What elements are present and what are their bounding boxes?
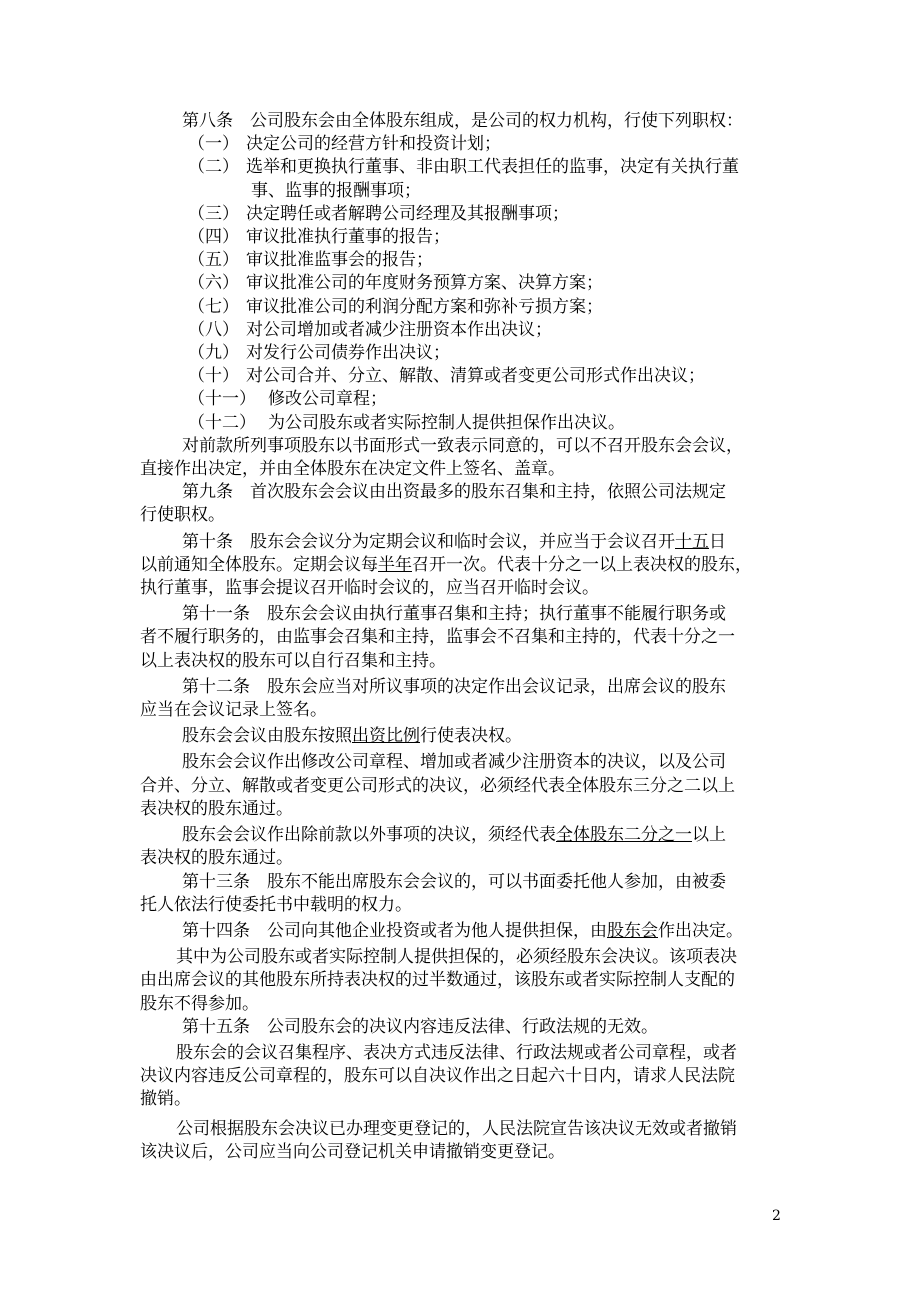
list-item-12: （十二） 为公司股东或者实际控制人提供担保作出决议。 (188, 412, 625, 433)
article-8-intro: 第八条 公司股东会由全体股东组成，是公司的权力机构，行使下列职权： (182, 111, 743, 131)
article-10-line3: 执行董事，监事会提议召开临时会议的，应当召开临时会议。 (140, 578, 599, 599)
article-12-line2: 应当在会议记录上签名。 (140, 700, 327, 721)
article-13: 第十三条 股东不能出席股东会会议的，可以书面委托他人参加，由被委 (182, 871, 726, 892)
article-8-heading: 第八条 (182, 111, 233, 131)
article-15-revocation-line3: 撤销。 (140, 1089, 191, 1110)
article-9-line2: 行使职权。 (140, 505, 225, 526)
document-body (140, 110, 780, 1164)
capital-ratio: 出资比例 (352, 726, 420, 747)
list-item-5: （五） 审议批准监事会的报告； (188, 250, 433, 271)
list-item-3: （三） 决定聘任或者解聘公司经理及其报酬事项； (188, 203, 569, 224)
article-10: 第十条 股东会会议分为定期会议和临时会议，并应当于会议召开十五日 (182, 531, 726, 552)
article-14-related-guarantee-line2: 由出席会议的其他股东所持表决权的过半数通过，该股东或者实际控制人支配的 (140, 970, 735, 991)
paragraph-written-consent-line2: 直接作出决定，并由全体股东在决定文件上签名、盖章。 (140, 459, 565, 480)
article-12-special-resolution-line2: 合并、分立、解散或者变更公司形式的决议，必须经代表全体股东三分之二以上 (140, 775, 735, 796)
list-item-7: （七） 审议批准公司的利润分配方案和弥补亏损方案； (188, 296, 603, 317)
majority-threshold: 全体股东二分之一 (556, 825, 692, 846)
article-9: 第九条 首次股东会会议由出资最多的股东召集和主持，依照公司法规定 (182, 482, 726, 503)
page-number: 2 (772, 1208, 781, 1224)
list-item-9: （九） 对发行公司债券作出决议； (188, 343, 450, 364)
article-11-line3: 以上表决权的股东可以自行召集和主持。 (140, 650, 446, 671)
article-14: 第十四条 公司向其他企业投资或者为他人提供担保，由股东会作出决定。 (182, 920, 743, 941)
list-item-4: （四） 审议批准执行董事的报告； (188, 227, 450, 248)
article-15-revocation: 股东会的会议召集程序、表决方式违反法律、行政法规或者公司章程，或者 (176, 1042, 737, 1063)
article-12-ordinary-resolution: 股东会会议作出除前款以外事项的决议，须经代表全体股东二分之一以上 (182, 825, 726, 846)
article-11-line2: 者不履行职务的，由监事会召集和主持，监事会不召集和主持的，代表十分之一 (140, 627, 735, 648)
shareholders-meeting: 股东会 (607, 920, 658, 941)
article-13-line2: 托人依法行使委托书中载明的权力。 (140, 894, 412, 915)
list-item-8: （八） 对公司增加或者减少注册资本作出决议； (188, 319, 552, 340)
article-14-related-guarantee: 其中为公司股东或者实际控制人提供担保的，必须经股东会决议。该项表决 (176, 947, 737, 968)
article-15-registration: 公司根据股东会决议已办理变更登记的，人民法院宣告该决议无效或者撤销 (176, 1118, 737, 1139)
list-item-10: （十） 对公司合并、分立、解散、清算或者变更公司形式作出决议； (188, 366, 705, 387)
meeting-period: 半年 (378, 554, 412, 575)
paragraph-written-consent: 对前款所列事项股东以书面形式一致表示同意的，可以不召开股东会会议， (182, 435, 743, 456)
article-10-line2: 以前通知全体股东。定期会议每半年召开一次。代表十分之一以上表决权的股东， (140, 554, 752, 575)
article-12-special-resolution-line3: 表决权的股东通过。 (140, 798, 293, 819)
list-item-1: （一） 决定公司的经营方针和投资计划； (188, 134, 501, 155)
article-12-voting: 股东会会议由股东按照出资比例行使表决权。 (182, 726, 522, 747)
article-15-registration-line2: 该决议后，公司应当向公司登记机关申请撤销变更登记。 (140, 1141, 565, 1162)
article-15: 第十五条 公司股东会的决议内容违反法律、行政法规的无效。 (182, 1016, 658, 1037)
list-item-2: （二） 选举和更换执行董事、非由职工代表担任的监事，决定有关执行董 (188, 157, 739, 178)
list-item-11: （十一） 修改公司章程； (188, 389, 387, 410)
article-12-special-resolution: 股东会会议作出修改公司章程、增加或者减少注册资本的决议，以及公司 (182, 752, 726, 773)
list-item-6: （六） 审议批准公司的年度财务预算方案、决算方案； (188, 273, 603, 294)
article-11: 第十一条 股东会会议由执行董事召集和主持；执行董事不能履行职务或 (182, 604, 726, 625)
article-15-revocation-line2: 决议内容违反公司章程的，股东可以自决议作出之日起六十日内，请求人民法院 (140, 1066, 735, 1087)
article-12: 第十二条 股东会应当对所议事项的决定作出会议记录，出席会议的股东 (182, 676, 726, 697)
article-12-ordinary-resolution-line2: 表决权的股东通过。 (140, 848, 293, 869)
list-item-2-continuation: 事、监事的报酬事项； (251, 180, 421, 201)
notice-days: 十五 (675, 531, 709, 552)
article-14-related-guarantee-line3: 股东不得参加。 (140, 993, 259, 1014)
